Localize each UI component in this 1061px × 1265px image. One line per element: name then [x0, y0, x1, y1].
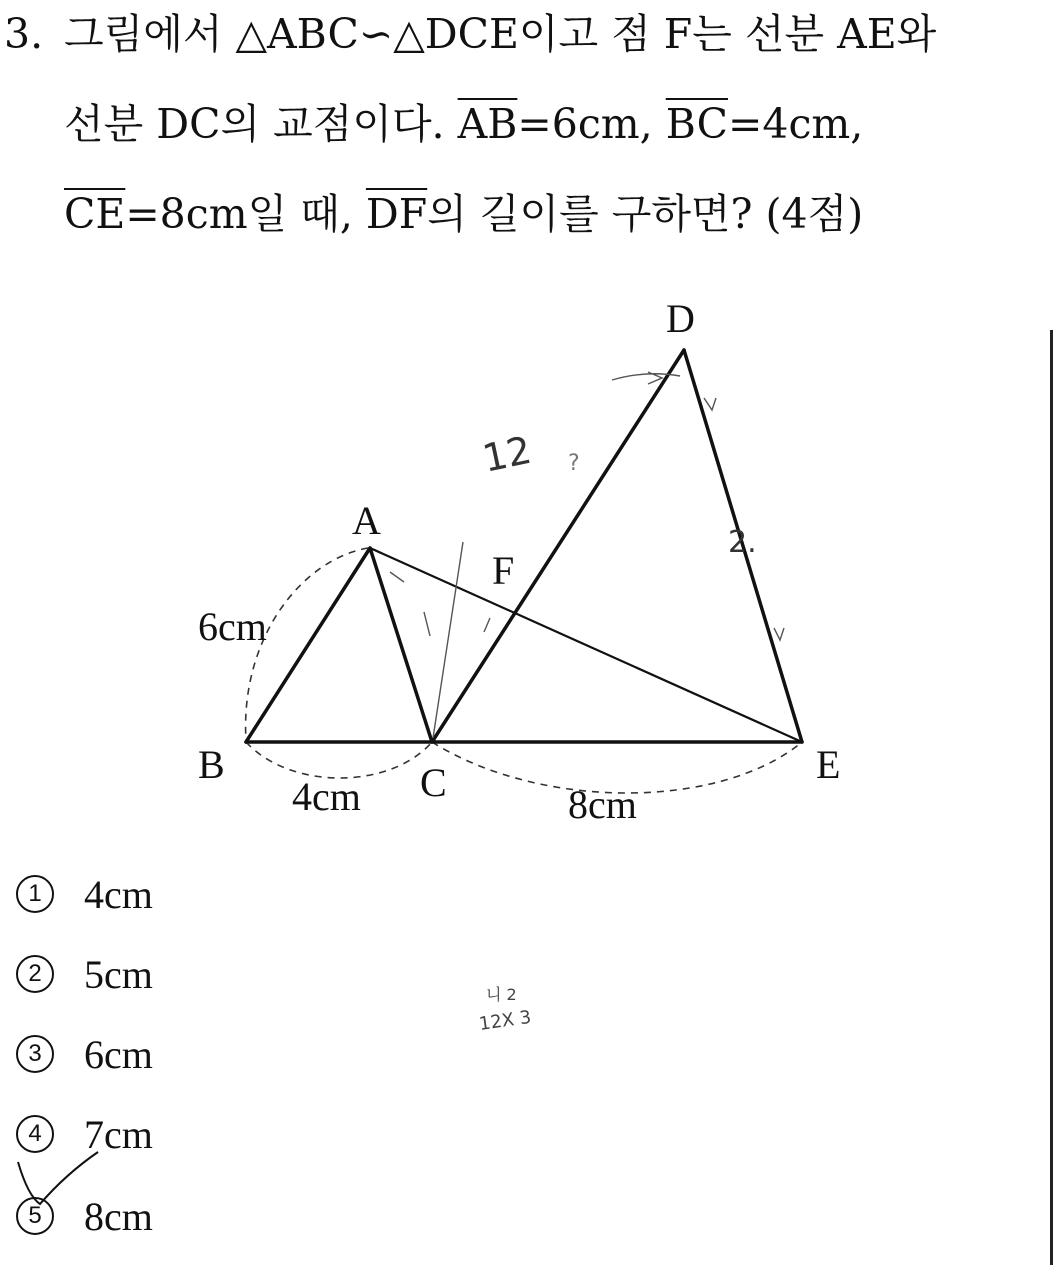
segment-cd-line	[432, 350, 684, 742]
label-length-ab: 6cm	[198, 604, 267, 649]
pencil-tick-a	[390, 572, 404, 582]
question-text-1: 그림에서 △ABC∽△DCE이고 점 F는 선분 AE와	[64, 10, 937, 58]
choice-3[interactable]	[16, 1026, 153, 1082]
label-point-e: E	[816, 742, 841, 787]
handwriting-ratio-top: 니 2	[486, 985, 517, 1004]
choice-5[interactable]	[16, 1188, 153, 1244]
choice-text: 7cm	[84, 1111, 153, 1157]
choice-1[interactable]	[16, 866, 153, 922]
segment-ab: $\overline{AB}$	[457, 100, 518, 148]
choice-text: 5cm	[84, 951, 153, 997]
handwriting-ratio-bottom: 12X 3	[477, 1006, 533, 1035]
arc-bc	[246, 742, 432, 778]
label-point-c: C	[420, 760, 447, 805]
label-length-ce: 8cm	[568, 782, 637, 827]
bc-value: =4cm,	[728, 100, 864, 148]
choice-number: 3	[16, 1035, 54, 1073]
label-point-a: A	[352, 498, 381, 543]
triangle-lines	[246, 350, 802, 742]
page-edge-rule	[1050, 330, 1053, 1265]
pencil-tick-ac	[424, 612, 430, 636]
pencil-line-c	[433, 542, 463, 738]
segment-bc: $\overline{BC}$	[665, 100, 728, 148]
dashed-arcs	[246, 548, 802, 793]
choice-number: 4	[16, 1115, 54, 1153]
handwriting-dc: 12	[478, 427, 536, 481]
label-length-bc: 4cm	[292, 774, 361, 819]
question-text-2: 선분 DC의 교점이다.	[64, 100, 458, 148]
segment-df: $\overline{DF}$	[365, 190, 428, 238]
choice-text: 4cm	[84, 871, 153, 917]
question-number: 3.	[4, 10, 44, 58]
handwriting-dc-mark: ?	[568, 451, 580, 476]
label-point-f: F	[492, 548, 515, 593]
choice-4[interactable]	[16, 1106, 153, 1162]
segment-ac-line	[370, 548, 432, 742]
label-point-d: D	[666, 296, 695, 341]
label-point-b: B	[198, 742, 225, 787]
ab-value: =6cm,	[517, 100, 666, 148]
choice-number: 2	[16, 955, 54, 993]
choice-text: 8cm	[84, 1193, 153, 1239]
pencil-arrow-de-2	[774, 628, 784, 640]
choice-number: 1	[16, 875, 54, 913]
question-text-3: 의 길이를 구하면? (4점)	[427, 190, 864, 238]
segment-ae-line	[370, 548, 802, 742]
choice-2[interactable]	[16, 946, 153, 1002]
handwriting-de: 2.	[728, 525, 757, 560]
choice-number: 5	[16, 1197, 54, 1235]
segment-ce: $\overline{CE}$	[64, 190, 126, 238]
choice-text: 6cm	[84, 1031, 153, 1077]
ce-value: =8cm일 때,	[125, 190, 366, 238]
pencil-tick-cf	[484, 618, 490, 632]
pencil-arrow-de-1	[704, 398, 716, 410]
